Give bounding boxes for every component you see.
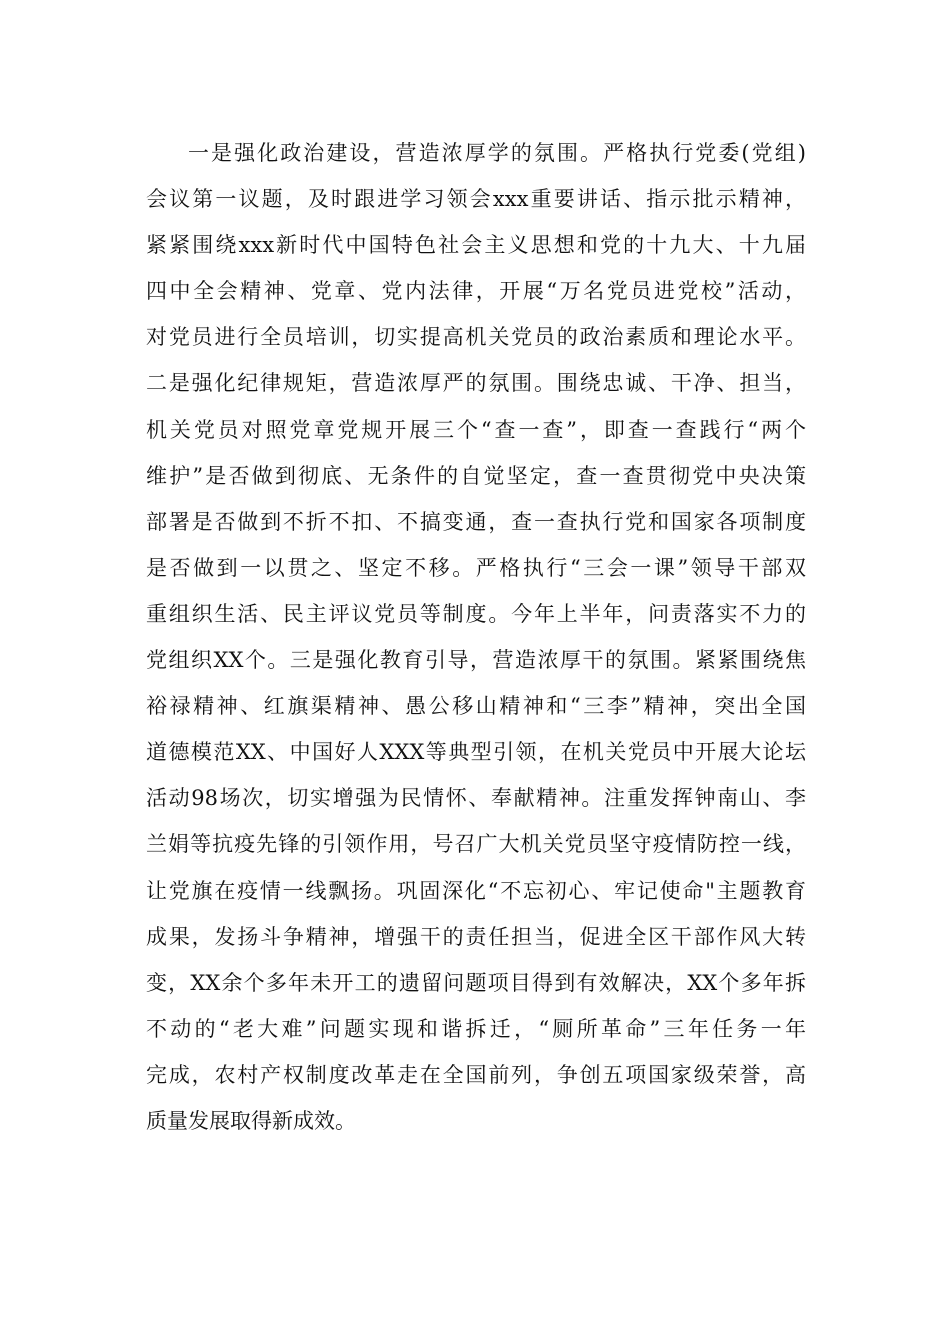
paragraph-line: 紧紧围绕xxx新时代中国特色社会主义思想和党的十九大、十九届 — [146, 233, 806, 258]
paragraph-line: 四中全会精神、党章、党内法律，开展“万名党员进党校”活动， — [146, 279, 806, 304]
paragraph-line: 二是强化纪律规矩，营造浓厚严的氛围。围绕忠诚、干净、担当， — [146, 371, 806, 396]
paragraph-line: 完成，农村产权制度改革走在全国前列，争创五项国家级荣誉，高 — [146, 1062, 806, 1087]
paragraph-line: 变，XX余个多年未开工的遗留问题项目得到有效解决，XX个多年拆 — [146, 970, 806, 995]
paragraph-line: 裕禄精神、红旗渠精神、愚公移山精神和“三李”精神，突出全国 — [146, 694, 806, 719]
paragraph-line: 重组织生活、民主评议党员等制度。今年上半年，问责落实不力的 — [146, 601, 806, 626]
paragraph-line: 成果，发扬斗争精神，增强干的责任担当，促进全区干部作风大转 — [146, 924, 806, 949]
paragraph-line: 质量发展取得新成效。 — [146, 1108, 356, 1133]
paragraph-line: 不动的“老大难”问题实现和谐拆迁，“厕所革命”三年任务一年 — [146, 1016, 806, 1041]
paragraph-line: 一是强化政治建设，营造浓厚学的氛围。严格执行党委(党组) — [188, 141, 806, 165]
body-paragraph — [146, 130, 806, 1144]
paragraph-line: 活动98场次，切实增强为民情怀、奉献精神。注重发挥钟南山、李 — [146, 786, 806, 811]
paragraph-line: 维护”是否做到彻底、无条件的自觉坚定，查一查贯彻党中央决策 — [146, 463, 806, 488]
paragraph-line: 部署是否做到不折不扣、不搞变通，查一查执行党和国家各项制度 — [146, 509, 806, 534]
paragraph-line: 对党员进行全员培训，切实提高机关党员的政治素质和理论水平。 — [146, 325, 806, 350]
paragraph-line: 兰娟等抗疫先锋的引领作用，号召广大机关党员坚守疫情防控一线， — [146, 832, 806, 857]
paragraph-line: 机关党员对照党章党规开展三个“查一查”，即查一查践行“两个 — [146, 417, 806, 442]
paragraph-line: 让党旗在疫情一线飘扬。巩固深化“不忘初心、牢记使命"主题教育 — [146, 878, 806, 903]
paragraph-line: 是否做到一以贯之、坚定不移。严格执行“三会一课”领导干部双 — [146, 555, 806, 580]
paragraph-line: 党组织XX个。三是强化教育引导，营造浓厚干的氛围。紧紧围绕焦 — [146, 648, 806, 673]
paragraph-line: 会议第一议题，及时跟进学习领会xxx重要讲话、指示批示精神， — [146, 187, 806, 212]
paragraph-line: 道德模范XX、中国好人XXX等典型引领，在机关党员中开展大论坛 — [146, 740, 806, 765]
